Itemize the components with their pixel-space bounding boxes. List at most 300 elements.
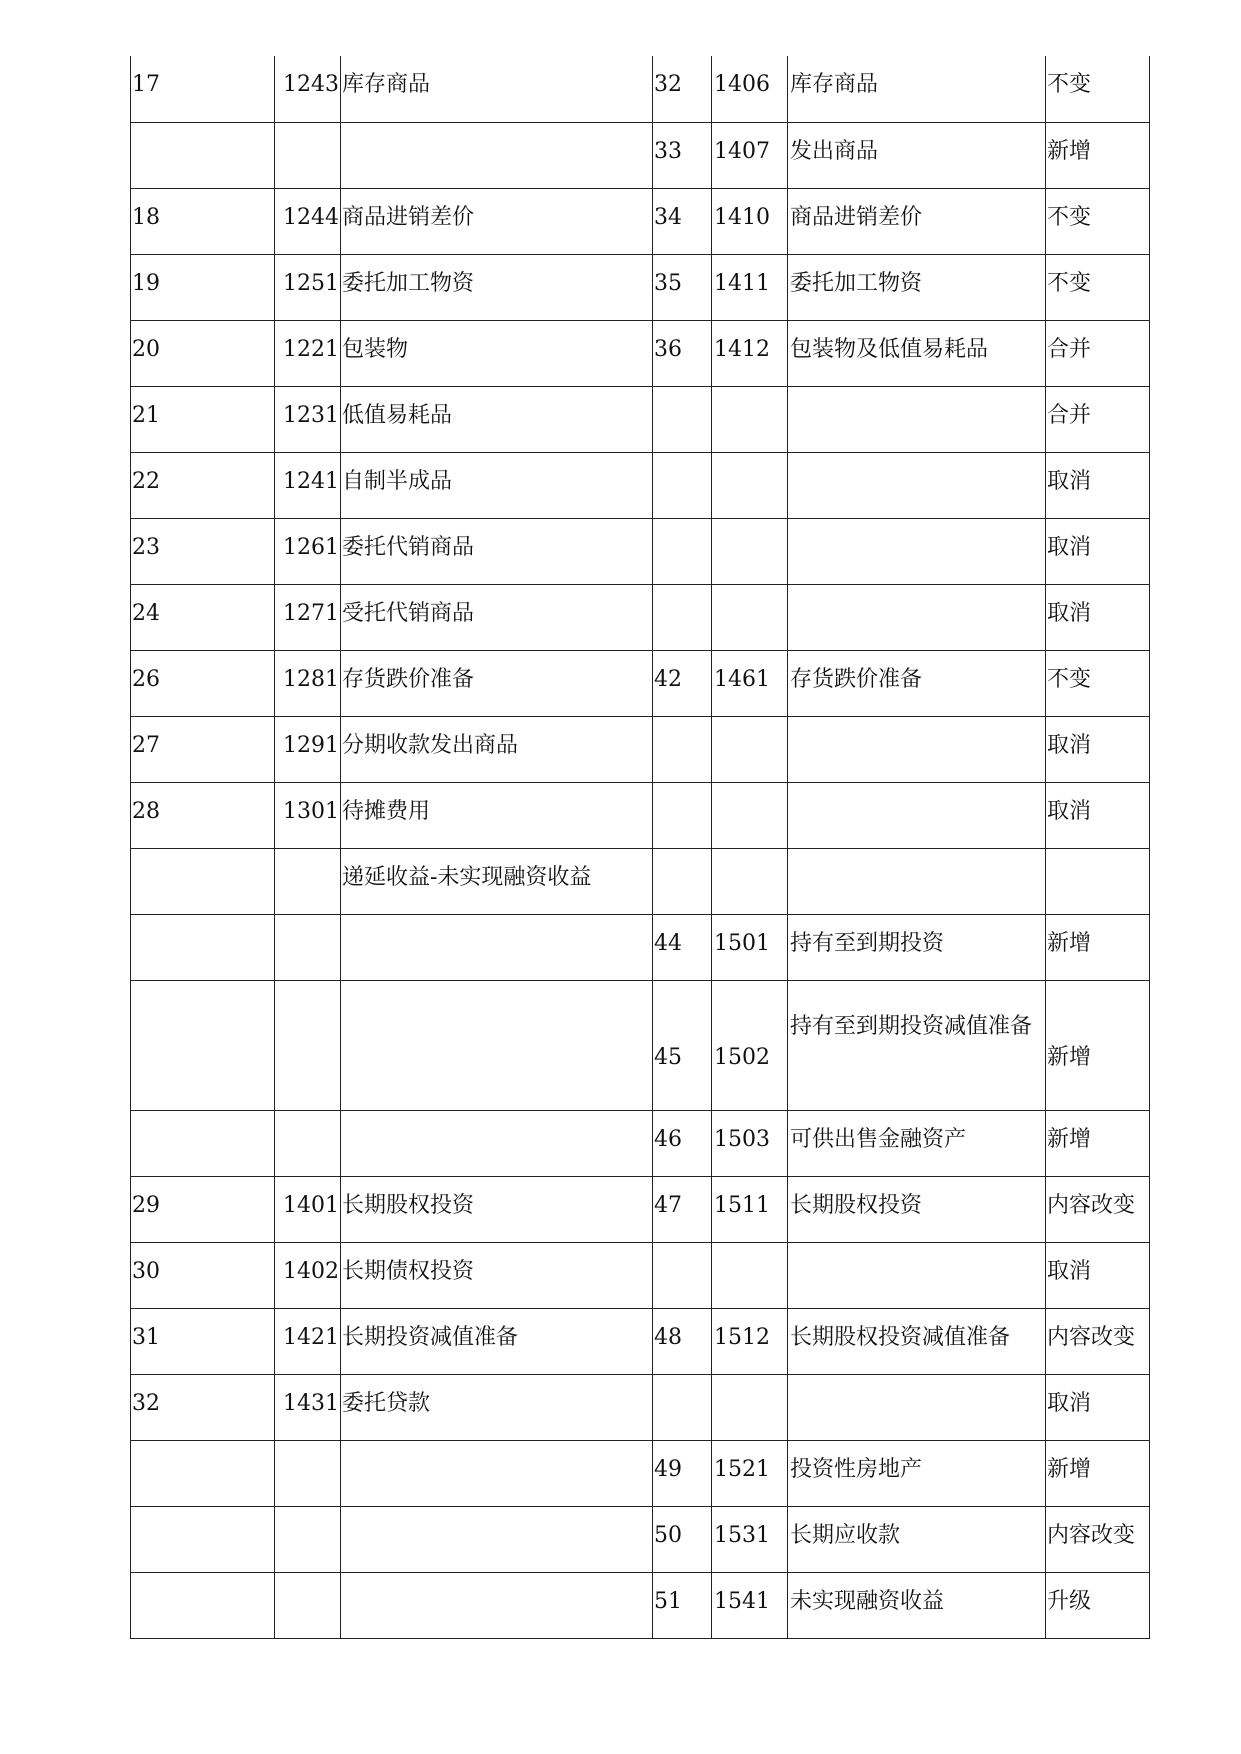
old-seq-cell (131, 518, 275, 584)
new-seq-cell (653, 518, 712, 584)
new-name-cell (788, 1242, 1046, 1308)
new-code-text: 1521 (714, 1456, 770, 1482)
old-seq-text: 31 (132, 1324, 160, 1350)
new-name-text: 包装物及低值易耗品 (790, 336, 989, 362)
new-name-cell (788, 254, 1046, 320)
new-name-cell (788, 56, 1046, 122)
old-code-cell (275, 848, 341, 914)
change-text: 取消 (1047, 798, 1092, 824)
new-code-text: 1501 (714, 930, 770, 956)
new-name-cell (788, 1572, 1046, 1638)
change-text: 不变 (1047, 204, 1092, 230)
old-seq-text (131, 1507, 274, 1521)
change-cell (1046, 386, 1150, 452)
new-seq-text (653, 519, 711, 533)
new-name-cell (788, 1506, 1046, 1572)
new-seq-cell (653, 122, 712, 188)
new-name-cell (788, 386, 1046, 452)
old-code-cell (275, 452, 341, 518)
change-cell (1046, 914, 1150, 980)
new-code-text (712, 387, 787, 401)
change-text: 取消 (1047, 732, 1092, 758)
table-row (131, 1440, 1150, 1506)
new-seq-cell (653, 320, 712, 386)
new-seq-cell (653, 1506, 712, 1572)
new-name-text (788, 387, 1045, 401)
old-code-text: 1402 (283, 1258, 339, 1284)
change-text: 取消 (1047, 600, 1092, 626)
new-seq-cell (653, 452, 712, 518)
old-code-cell (275, 518, 341, 584)
old-seq-text (131, 123, 274, 137)
new-code-cell (712, 1506, 788, 1572)
old-name-cell (341, 584, 653, 650)
new-name-text (788, 585, 1045, 599)
new-seq-text (653, 1243, 711, 1257)
old-seq-text: 24 (132, 600, 160, 626)
new-seq-text: 45 (654, 1044, 682, 1070)
old-name-text: 自制半成品 (342, 468, 453, 494)
table-body (131, 56, 1150, 1638)
old-name-cell (341, 386, 653, 452)
old-seq-cell (131, 1110, 275, 1176)
old-code-text (275, 1573, 340, 1587)
table-row (131, 254, 1150, 320)
old-name-cell (341, 320, 653, 386)
old-code-text (275, 1441, 340, 1455)
change-text: 取消 (1047, 534, 1092, 560)
table-row (131, 386, 1150, 452)
new-code-text: 1410 (714, 204, 770, 230)
table-row (131, 782, 1150, 848)
new-code-text: 1503 (714, 1126, 770, 1152)
new-name-text: 库存商品 (790, 72, 879, 97)
change-cell (1046, 1572, 1150, 1638)
old-code-text: 1431 (283, 1390, 339, 1416)
new-name-cell (788, 782, 1046, 848)
new-name-text: 发出商品 (790, 138, 879, 164)
new-name-cell (788, 1110, 1046, 1176)
change-cell (1046, 320, 1150, 386)
change-text: 合并 (1047, 402, 1092, 428)
new-name-cell (788, 1440, 1046, 1506)
old-seq-text: 27 (132, 732, 160, 758)
change-cell (1046, 254, 1150, 320)
old-name-text (341, 1507, 652, 1521)
table-row (131, 584, 1150, 650)
new-seq-text (653, 1375, 711, 1389)
change-text: 新增 (1047, 1126, 1092, 1152)
new-code-text: 1541 (714, 1588, 770, 1614)
table-row (131, 1506, 1150, 1572)
change-text: 不变 (1047, 72, 1092, 97)
new-seq-text: 50 (654, 1522, 682, 1548)
new-seq-cell (653, 386, 712, 452)
new-seq-text: 32 (654, 72, 682, 97)
new-seq-cell (653, 914, 712, 980)
old-name-cell (341, 848, 653, 914)
new-code-cell (712, 980, 788, 1110)
new-name-cell (788, 1176, 1046, 1242)
new-seq-text: 34 (654, 204, 682, 230)
new-code-text: 1412 (714, 336, 770, 362)
old-name-cell (341, 1308, 653, 1374)
new-code-cell (712, 122, 788, 188)
old-name-text: 存货跌价准备 (342, 666, 475, 692)
old-name-cell (341, 980, 653, 1110)
new-seq-text: 47 (654, 1192, 682, 1218)
old-code-cell (275, 1242, 341, 1308)
change-text: 取消 (1047, 1258, 1092, 1284)
table-row (131, 1176, 1150, 1242)
old-code-cell (275, 1374, 341, 1440)
old-name-text: 包装物 (342, 336, 409, 362)
table-row (131, 452, 1150, 518)
new-seq-text (653, 453, 711, 467)
old-code-cell (275, 584, 341, 650)
change-text: 不变 (1047, 666, 1092, 692)
old-code-text (275, 915, 340, 929)
table-row (131, 1110, 1150, 1176)
old-name-text: 长期投资减值准备 (342, 1324, 519, 1350)
old-name-text: 受托代销商品 (342, 600, 475, 626)
new-name-cell (788, 452, 1046, 518)
old-seq-text: 30 (132, 1258, 160, 1284)
new-name-cell (788, 518, 1046, 584)
old-name-text (341, 915, 652, 929)
old-seq-text: 20 (132, 336, 160, 362)
change-cell (1046, 56, 1150, 122)
old-seq-cell (131, 716, 275, 782)
old-name-text: 长期股权投资 (342, 1192, 475, 1218)
new-code-text: 1406 (714, 72, 770, 97)
old-code-cell (275, 1506, 341, 1572)
table-row (131, 1374, 1150, 1440)
old-code-cell (275, 1176, 341, 1242)
new-seq-cell (653, 254, 712, 320)
old-code-cell (275, 188, 341, 254)
old-seq-cell (131, 848, 275, 914)
change-cell (1046, 1440, 1150, 1506)
new-seq-cell (653, 188, 712, 254)
change-cell (1046, 980, 1150, 1110)
old-seq-text: 22 (132, 468, 160, 494)
old-seq-text: 19 (132, 270, 160, 296)
old-name-cell (341, 518, 653, 584)
old-code-text (275, 1111, 340, 1125)
new-seq-text (653, 849, 711, 863)
old-seq-cell (131, 122, 275, 188)
old-seq-text (131, 981, 274, 1043)
new-seq-cell (653, 1176, 712, 1242)
change-cell (1046, 1374, 1150, 1440)
change-text: 内容改变 (1047, 1192, 1136, 1218)
old-code-text: 1231 (283, 402, 339, 428)
old-seq-text (131, 1111, 274, 1125)
table-row (131, 848, 1150, 914)
new-name-text: 委托加工物资 (790, 270, 923, 296)
old-seq-cell (131, 452, 275, 518)
change-cell (1046, 1506, 1150, 1572)
change-text: 取消 (1047, 1390, 1092, 1416)
old-seq-cell (131, 1242, 275, 1308)
new-name-text: 长期应收款 (790, 1522, 901, 1548)
old-seq-text: 21 (132, 402, 160, 428)
old-name-cell (341, 1176, 653, 1242)
old-name-text: 递延收益-未实现融资收益 (342, 864, 592, 890)
new-seq-cell (653, 650, 712, 716)
table-row (131, 1242, 1150, 1308)
old-name-text (341, 1573, 652, 1587)
new-code-cell (712, 518, 788, 584)
new-code-text: 1511 (714, 1192, 770, 1218)
new-seq-cell (653, 1110, 712, 1176)
new-name-text (788, 453, 1045, 467)
change-cell (1046, 452, 1150, 518)
new-code-cell (712, 452, 788, 518)
new-code-text (712, 453, 787, 467)
new-code-cell (712, 254, 788, 320)
new-code-cell (712, 1374, 788, 1440)
new-seq-text: 36 (654, 336, 682, 362)
old-code-text: 1421 (283, 1324, 339, 1350)
new-seq-text (653, 387, 711, 401)
new-name-text: 持有至到期投资 (790, 930, 945, 956)
old-seq-text: 18 (132, 204, 160, 230)
old-name-text: 低值易耗品 (342, 402, 453, 428)
old-seq-cell (131, 1440, 275, 1506)
old-name-cell (341, 122, 653, 188)
old-name-text: 库存商品 (342, 72, 431, 97)
old-name-text: 长期债权投资 (342, 1258, 475, 1284)
new-name-text (788, 783, 1045, 797)
new-code-cell (712, 782, 788, 848)
new-name-text: 持有至到期投资减值准备 (790, 1013, 1033, 1039)
new-seq-text (653, 783, 711, 797)
old-code-text: 1401 (283, 1192, 339, 1218)
old-code-cell (275, 716, 341, 782)
change-cell (1046, 122, 1150, 188)
new-seq-text: 46 (654, 1126, 682, 1152)
change-text: 取消 (1047, 468, 1092, 494)
old-seq-cell (131, 254, 275, 320)
change-cell (1046, 650, 1150, 716)
old-code-cell (275, 386, 341, 452)
change-text: 内容改变 (1047, 1522, 1136, 1548)
table-row (131, 980, 1150, 1110)
old-code-text: 1251 (283, 270, 339, 296)
new-code-text (712, 1243, 787, 1257)
new-name-cell (788, 1308, 1046, 1374)
old-code-text: 1243 (283, 72, 339, 97)
new-name-cell (788, 980, 1046, 1110)
new-name-text (788, 1243, 1045, 1257)
old-seq-cell (131, 1308, 275, 1374)
old-name-cell (341, 1242, 653, 1308)
table-row (131, 518, 1150, 584)
old-name-text: 委托贷款 (342, 1390, 431, 1416)
new-name-text: 长期股权投资减值准备 (790, 1324, 1011, 1350)
table-row (131, 1308, 1150, 1374)
change-text: 升级 (1047, 1588, 1092, 1614)
new-seq-text: 49 (654, 1456, 682, 1482)
new-seq-text: 33 (654, 138, 682, 164)
new-seq-cell (653, 716, 712, 782)
old-seq-cell (131, 1506, 275, 1572)
new-code-cell (712, 1572, 788, 1638)
old-seq-text: 32 (132, 1390, 160, 1416)
old-code-cell (275, 122, 341, 188)
old-name-cell (341, 716, 653, 782)
change-cell (1046, 1308, 1150, 1374)
new-name-text (788, 1375, 1045, 1389)
new-seq-text: 35 (654, 270, 682, 296)
old-seq-text: 17 (132, 72, 160, 97)
new-code-cell (712, 1308, 788, 1374)
new-name-cell (788, 650, 1046, 716)
old-code-text: 1221 (283, 336, 339, 362)
old-name-cell (341, 1440, 653, 1506)
old-seq-cell (131, 320, 275, 386)
table-row (131, 320, 1150, 386)
old-seq-text: 28 (132, 798, 160, 824)
new-seq-text (653, 585, 711, 599)
old-seq-cell (131, 1572, 275, 1638)
old-code-cell (275, 1440, 341, 1506)
new-code-cell (712, 1110, 788, 1176)
old-name-cell (341, 1506, 653, 1572)
change-cell (1046, 518, 1150, 584)
change-cell (1046, 584, 1150, 650)
change-cell (1046, 1242, 1150, 1308)
change-text: 新增 (1047, 138, 1092, 164)
old-code-cell (275, 1308, 341, 1374)
change-text: 内容改变 (1047, 1324, 1136, 1350)
old-seq-cell (131, 386, 275, 452)
change-cell (1046, 716, 1150, 782)
old-name-cell (341, 914, 653, 980)
old-name-cell (341, 254, 653, 320)
table-row (131, 1572, 1150, 1638)
old-code-cell (275, 1110, 341, 1176)
old-code-text (275, 981, 340, 1043)
table-row (131, 56, 1150, 122)
new-name-cell (788, 914, 1046, 980)
old-name-text (341, 123, 652, 137)
new-seq-cell (653, 782, 712, 848)
new-name-text (788, 519, 1045, 533)
old-name-text: 商品进销差价 (342, 204, 475, 230)
new-name-text: 商品进销差价 (790, 204, 923, 230)
old-name-cell (341, 188, 653, 254)
new-name-cell (788, 848, 1046, 914)
old-seq-text (131, 915, 274, 929)
new-seq-text: 48 (654, 1324, 682, 1350)
old-seq-cell (131, 782, 275, 848)
new-code-text (712, 1375, 787, 1389)
old-code-text (275, 849, 340, 863)
old-code-text: 1271 (283, 600, 339, 626)
old-code-text: 1281 (283, 666, 339, 692)
old-code-cell (275, 1572, 341, 1638)
old-name-cell (341, 1110, 653, 1176)
old-seq-cell (131, 650, 275, 716)
old-name-text: 委托加工物资 (342, 270, 475, 296)
old-code-text (275, 123, 340, 137)
old-code-cell (275, 56, 341, 122)
change-cell (1046, 1110, 1150, 1176)
old-seq-text (131, 1441, 274, 1455)
change-text (1046, 849, 1149, 863)
new-seq-cell (653, 1242, 712, 1308)
table-row (131, 188, 1150, 254)
new-code-text: 1502 (714, 1044, 770, 1070)
old-seq-text: 26 (132, 666, 160, 692)
new-name-cell (788, 122, 1046, 188)
new-code-text: 1411 (714, 270, 770, 296)
old-code-cell (275, 320, 341, 386)
new-code-cell (712, 1440, 788, 1506)
old-code-cell (275, 650, 341, 716)
change-cell (1046, 848, 1150, 914)
old-name-cell (341, 650, 653, 716)
new-code-cell (712, 1176, 788, 1242)
new-code-text: 1461 (714, 666, 770, 692)
change-text: 合并 (1047, 336, 1092, 362)
old-code-text: 1301 (283, 798, 339, 824)
old-name-cell (341, 1374, 653, 1440)
new-code-text: 1531 (714, 1522, 770, 1548)
new-seq-cell (653, 584, 712, 650)
old-seq-cell (131, 188, 275, 254)
new-code-cell (712, 320, 788, 386)
old-name-text: 待摊费用 (342, 798, 431, 824)
account-mapping-table (130, 56, 1150, 1639)
new-code-cell (712, 650, 788, 716)
old-name-text: 分期收款发出商品 (342, 732, 519, 758)
old-seq-cell (131, 584, 275, 650)
table-row (131, 914, 1150, 980)
new-code-text (712, 519, 787, 533)
new-name-text: 未实现融资收益 (790, 1588, 945, 1614)
old-code-cell (275, 914, 341, 980)
old-seq-text: 23 (132, 534, 160, 560)
new-seq-cell (653, 56, 712, 122)
old-name-cell (341, 452, 653, 518)
table-row (131, 716, 1150, 782)
change-cell (1046, 782, 1150, 848)
old-code-cell (275, 782, 341, 848)
new-code-cell (712, 386, 788, 452)
change-text: 新增 (1047, 1044, 1092, 1070)
new-seq-text (653, 717, 711, 731)
new-code-cell (712, 584, 788, 650)
new-seq-text: 42 (654, 666, 682, 692)
new-name-text: 投资性房地产 (790, 1456, 923, 1482)
new-code-cell (712, 188, 788, 254)
new-code-text (712, 783, 787, 797)
table-row (131, 650, 1150, 716)
new-seq-text: 51 (654, 1588, 682, 1614)
old-name-cell (341, 1572, 653, 1638)
old-code-text: 1261 (283, 534, 339, 560)
old-seq-cell (131, 980, 275, 1110)
change-text: 新增 (1047, 930, 1092, 956)
new-name-text: 长期股权投资 (790, 1192, 923, 1218)
old-code-text: 1241 (283, 468, 339, 494)
new-code-cell (712, 848, 788, 914)
new-code-cell (712, 716, 788, 782)
